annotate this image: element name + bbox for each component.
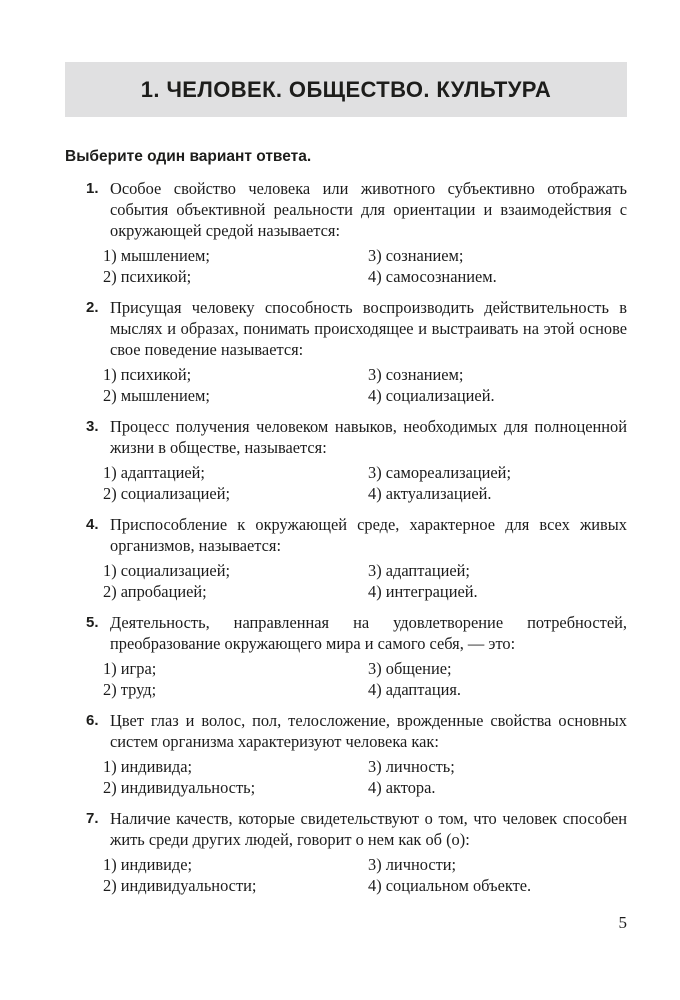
question-item [86, 178, 627, 287]
options-column-left [103, 658, 368, 700]
question-item [86, 612, 627, 700]
question-list [0, 178, 680, 896]
option-item: 3) самореализацией; [368, 463, 512, 482]
option-item: 2) мышлением; [103, 386, 210, 405]
question-body [103, 178, 627, 287]
options-grid [103, 245, 627, 287]
options-column-right [368, 462, 627, 504]
page-number: 5 [618, 913, 627, 932]
option-item: 2) труд; [103, 680, 157, 699]
question-text: Цвет глаз и волос, пол, телосложение, врожденные свойства основных систем организма характеризуют человека как: [110, 711, 627, 751]
options-grid [103, 462, 627, 504]
options-column-left [103, 756, 368, 798]
question-text: Деятельность, направленная на удовлетворение потребностей, преобразование окружающего мира и самого себя, — это: [110, 613, 627, 653]
question-text: Наличие качеств, которые свидетельствуют о том, что человек способен жить среди других людей, говорит о нем как об (о): [110, 809, 627, 849]
question-body [103, 710, 627, 798]
option-item: 3) общение; [368, 659, 452, 678]
question-body [103, 514, 627, 602]
option-item: 2) индивидуальность; [103, 778, 256, 797]
chapter-title-band [65, 62, 627, 117]
option-item: 3) личности; [368, 855, 457, 874]
option-item: 4) актора. [368, 778, 436, 797]
question-text: Процесс получения человеком навыков, необходимых для полноценной жизни в обществе, называется: [110, 417, 627, 457]
question-number: 4. [86, 516, 99, 533]
options-grid [103, 756, 627, 798]
option-item: 1) адаптацией; [103, 463, 205, 482]
options-column-left [103, 854, 368, 896]
chapter-title: 1. ЧЕЛОВЕК. ОБЩЕСТВО. КУЛЬТУРА [140, 76, 552, 102]
options-grid [103, 658, 627, 700]
option-item: 1) индивиде; [103, 855, 193, 874]
options-column-right [368, 658, 627, 700]
question-text: Особое свойство человека или животного субъективно отображать события объективной реальности для ориентации и взаимодействия с окружающей средой называется: [110, 179, 627, 240]
question-body [103, 297, 627, 406]
option-item: 2) психикой; [103, 267, 192, 286]
option-item: 1) игра; [103, 659, 157, 678]
question-item [86, 514, 627, 602]
option-item: 3) сознанием; [368, 365, 464, 384]
option-item: 4) адаптация. [368, 680, 462, 699]
question-number: 5. [86, 614, 99, 631]
question-number: 3. [86, 418, 99, 435]
question-number: 2. [86, 299, 99, 316]
options-column-right [368, 756, 627, 798]
options-grid [103, 854, 627, 896]
option-item: 1) индивида; [103, 757, 193, 776]
question-item [86, 808, 627, 896]
question-item [86, 297, 627, 406]
options-grid [103, 560, 627, 602]
instruction-text: Выберите один вариант ответа. [65, 148, 312, 165]
question-number: 7. [86, 810, 99, 827]
option-item: 2) социализацией; [103, 484, 231, 503]
option-item: 3) сознанием; [368, 246, 464, 265]
question-number: 6. [86, 712, 99, 729]
options-column-right [368, 245, 627, 287]
option-item: 4) самосознанием. [368, 267, 497, 286]
option-item: 1) мышлением; [103, 246, 210, 265]
options-column-right [368, 364, 627, 406]
option-item: 2) апробацией; [103, 582, 207, 601]
question-text: Присущая человеку способность воспроизводить действительность в мыслях и образах, понимать происходящее и выстраивать на этой основе свое поведение называется: [110, 298, 627, 359]
option-item: 4) интеграцией. [368, 582, 478, 601]
question-body [103, 416, 627, 504]
options-column-left [103, 245, 368, 287]
options-column-left [103, 462, 368, 504]
option-item: 1) социализацией; [103, 561, 231, 580]
question-item [86, 710, 627, 798]
options-column-right [368, 854, 627, 896]
question-number: 1. [86, 180, 99, 197]
option-item: 4) социализацией. [368, 386, 495, 405]
question-text: Приспособление к окружающей среде, характерное для всех живых организмов, называется: [110, 515, 627, 555]
options-grid [103, 364, 627, 406]
option-item: 2) индивидуальности; [103, 876, 257, 895]
option-item: 4) актуализацией. [368, 484, 492, 503]
option-item: 3) личность; [368, 757, 455, 776]
options-column-left [103, 560, 368, 602]
question-item [86, 416, 627, 504]
question-body [103, 612, 627, 700]
option-item: 4) социальном объекте. [368, 876, 532, 895]
question-body [103, 808, 627, 896]
options-column-right [368, 560, 627, 602]
option-item: 3) адаптацией; [368, 561, 470, 580]
options-column-left [103, 364, 368, 406]
option-item: 1) психикой; [103, 365, 192, 384]
